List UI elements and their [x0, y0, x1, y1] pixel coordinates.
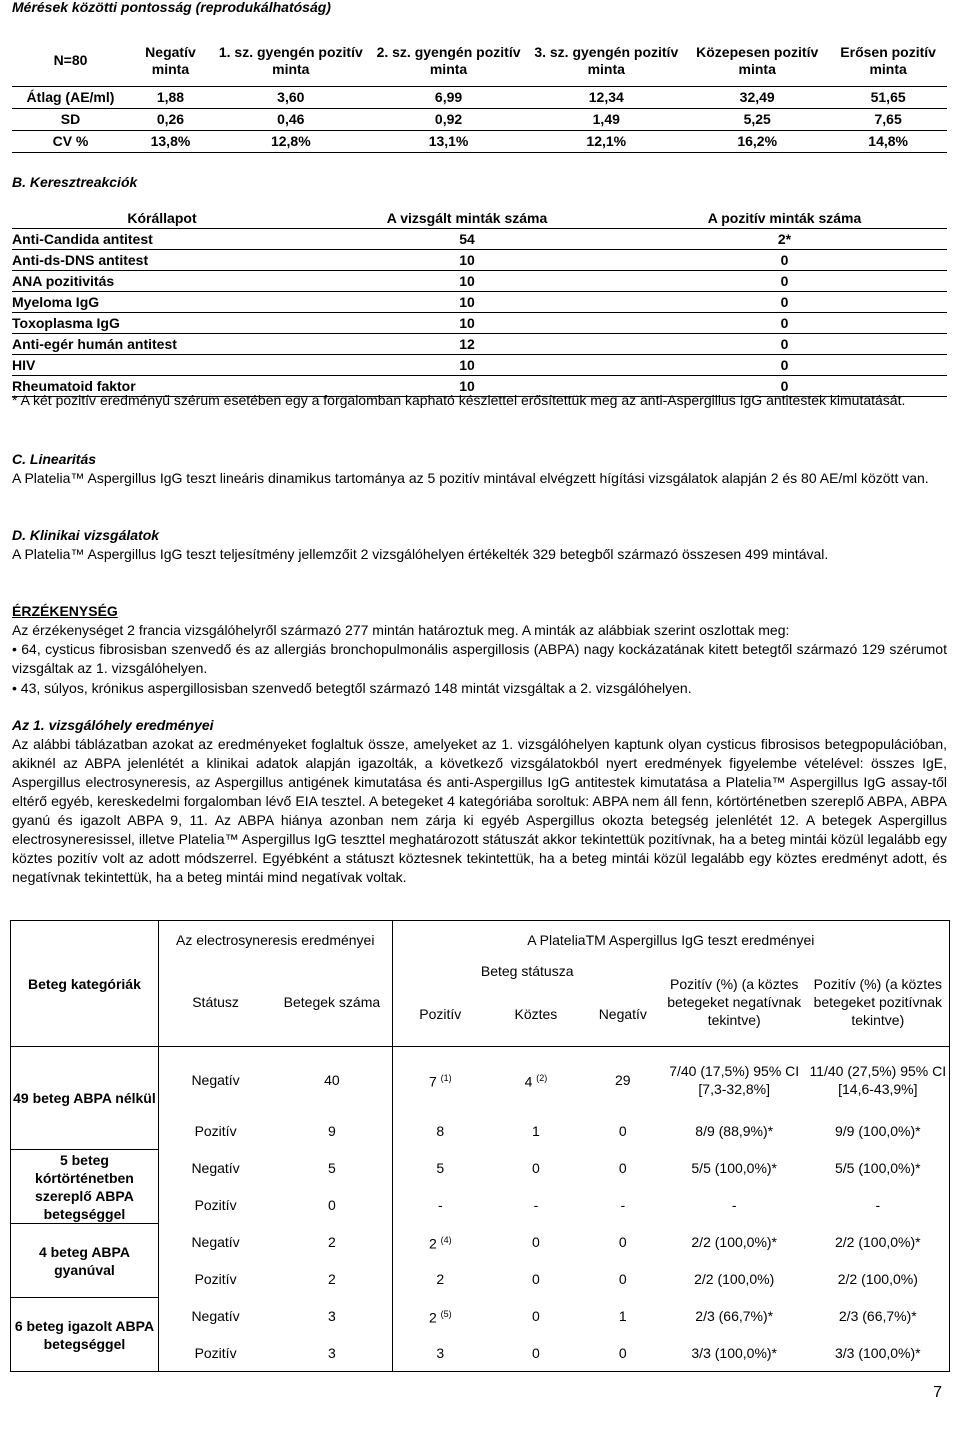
patient-count-value: 2	[328, 1234, 336, 1250]
cross-positive: 2*	[777, 230, 792, 247]
platelia-intermediate	[488, 1224, 584, 1261]
cross-condition: Anti-egér humán antitest	[12, 335, 177, 352]
cross-tested: 10	[459, 251, 475, 268]
cross-header: A vizsgált minták száma	[386, 209, 548, 226]
platelia-negative	[584, 1187, 662, 1224]
page-number: 7	[933, 1384, 942, 1401]
precision-cell: 0,92	[434, 110, 463, 127]
platelia-intermediate-value: 0	[532, 1160, 540, 1176]
cross-tested: 54	[459, 230, 475, 247]
cross-row	[12, 355, 947, 376]
pct-intermediate-negative-value: -	[731, 1197, 737, 1213]
platelia-negative-value: 0	[618, 1271, 627, 1287]
precision-cell: 6,99	[434, 88, 463, 105]
cross-condition: Myeloma IgG	[12, 293, 100, 310]
patient-count	[272, 1224, 392, 1261]
cross-condition: Anti-ds-DNS antitest	[12, 251, 149, 268]
platelia-positive-value: 5	[436, 1160, 445, 1176]
electro-status	[158, 1113, 272, 1150]
patient-count-value: 3	[328, 1308, 336, 1324]
platelia-positive-value: 3	[436, 1344, 445, 1361]
pct-intermediate-negative	[662, 1298, 807, 1335]
platelia-intermediate-value: 0	[532, 1344, 540, 1361]
pct-intermediate-positive	[807, 1113, 950, 1150]
platelia-intermediate	[488, 1150, 584, 1187]
platelia-intermediate	[488, 1113, 584, 1150]
patient-count	[272, 1187, 392, 1224]
platelia-negative	[584, 1298, 662, 1335]
platelia-intermediate-value: 0	[532, 1308, 540, 1324]
results-row	[11, 1224, 950, 1261]
footnote-ref: (2)	[536, 1072, 548, 1083]
section-c-title: C. Linearitás	[12, 451, 97, 467]
platelia-negative-value: 0	[618, 1234, 627, 1250]
precision-cell: 7,65	[874, 110, 902, 127]
electro-status-value: Negatív	[191, 1308, 240, 1324]
header-count: Betegek száma	[272, 959, 392, 1047]
pct-intermediate-positive	[807, 1261, 950, 1298]
platelia-positive-value: 2	[428, 1309, 437, 1326]
platelia-negative	[584, 1224, 662, 1261]
footnote-ref: (1)	[440, 1072, 452, 1083]
precision-cell: 16,2%	[737, 132, 778, 149]
pct-intermediate-positive-value: 11/40 (27,5%) 95% CI [14,6-43,9%]	[809, 1062, 947, 1097]
sensitivity-title: ÉRZÉKENYSÉG	[12, 603, 118, 619]
precision-cell: 14,8%	[868, 132, 908, 149]
pct-intermediate-positive	[807, 1335, 950, 1372]
cross-condition: Anti-Candida antitest	[12, 230, 153, 247]
sensitivity-bullet-1: • 64, cysticus fibrosisban szenvedő és az allergiás bronchopulmonális aspergillosis (ABPA) nagy kockázatának kitett betegtől származó 129 szérumot vizsgáltak az 1. vizsgálóhelyen.	[12, 641, 947, 676]
section-d-text: A Platelia™ Aspergillus IgG teszt teljesítmény jellemzőit 2 vizsgálóhelyen értékelték 329 betegből származó összesen 499 mintával.	[12, 546, 829, 562]
precision-cell: 5,25	[743, 110, 771, 127]
patient-category: 5 beteg kórtörténetben szereplő ABPA betegséggel	[11, 1150, 159, 1224]
pct-intermediate-negative-value: 2/2 (100,0%)*	[691, 1234, 777, 1250]
cross-tested: 10	[459, 293, 475, 310]
section-b-title: B. Keresztreakciók	[12, 174, 138, 190]
cross-condition: Rheumatoid faktor	[12, 377, 136, 394]
cross-row	[12, 313, 947, 334]
section-d-title: D. Klinikai vizsgálatok	[12, 527, 160, 543]
pct-intermediate-positive	[807, 1150, 950, 1187]
precision-row-label: Átlag (AE/ml)	[26, 88, 115, 105]
precision-cell: 51,65	[870, 88, 906, 105]
electro-status-value: Pozitív	[194, 1344, 237, 1361]
header-electro: Az electrosyneresis eredményei	[158, 921, 392, 959]
patient-category: 49 beteg ABPA nélkül	[11, 1047, 159, 1150]
cross-reaction-table	[12, 208, 947, 397]
header-pct-with: Pozitív (%) (a köztes betegeket negatívnak tekintve)	[662, 959, 807, 1047]
platelia-positive-value: 7	[428, 1073, 437, 1090]
electro-status-value: Pozitív	[194, 1271, 237, 1287]
platelia-negative	[584, 1335, 662, 1372]
pct-intermediate-negative-value: 5/5 (100,0%)*	[691, 1160, 777, 1176]
platelia-negative	[584, 1113, 662, 1150]
patient-count	[272, 1047, 392, 1113]
platelia-positive	[392, 1298, 488, 1335]
patient-count-value: 0	[328, 1197, 336, 1213]
cross-tested: 10	[459, 272, 475, 289]
electro-status-value: Negatív	[191, 1234, 240, 1250]
precision-row	[12, 86, 947, 108]
precision-header: 1. sz. gyengén pozitív minta	[218, 43, 363, 77]
precision-cell: 13,8%	[150, 132, 191, 149]
precision-row	[12, 130, 947, 152]
footnote-ref: (4)	[440, 1235, 452, 1246]
precision-cell: 1,49	[592, 110, 620, 127]
platelia-negative-value: 0	[618, 1160, 627, 1176]
cross-positive: 0	[780, 356, 789, 373]
platelia-intermediate-value: 0	[532, 1234, 540, 1250]
cross-positive: 0	[780, 377, 789, 394]
cross-row	[12, 334, 947, 355]
header-positive: Pozitív	[392, 983, 488, 1047]
pct-intermediate-positive-value: 2/2 (100,0%)	[837, 1271, 918, 1287]
pct-intermediate-negative-value: 8/9 (88,9%)*	[695, 1123, 774, 1139]
section-c-text: A Platelia™ Aspergillus IgG teszt lineáris dinamikus tartománya az 5 pozitív mintával elvégzett hígítási vizsgálatok alapján 2 és 80 AE/ml között van.	[12, 470, 929, 486]
pct-intermediate-positive	[807, 1187, 950, 1224]
precision-cell: 3,60	[277, 88, 305, 105]
precision-cell: 0,26	[156, 110, 185, 127]
header-pct-without: Pozitív (%) (a köztes betegeket pozitívnak tekintve)	[807, 959, 950, 1047]
header-platelia: A PlateliaTM Aspergillus IgG teszt eredményei	[392, 921, 949, 959]
precision-row-label: CV %	[52, 132, 89, 149]
patient-count-value: 5	[328, 1160, 336, 1176]
patient-count-value: 9	[328, 1123, 336, 1139]
patient-category: 6 beteg igazolt ABPA betegséggel	[11, 1298, 159, 1372]
precision-header: N=80	[53, 52, 88, 69]
pct-intermediate-positive-value: 9/9 (100,0%)*	[835, 1123, 921, 1139]
electro-status-value: Pozitív	[194, 1197, 237, 1213]
pct-intermediate-negative	[662, 1224, 807, 1261]
electro-status	[158, 1298, 272, 1335]
platelia-positive	[392, 1261, 488, 1298]
cross-row	[12, 292, 947, 313]
platelia-positive	[392, 1187, 488, 1224]
electro-status-value: Negatív	[191, 1071, 240, 1088]
header-intermediate: Köztes	[488, 983, 584, 1047]
platelia-positive	[392, 1113, 488, 1150]
cross-positive: 0	[780, 293, 789, 310]
patient-category: 4 beteg ABPA gyanúval	[11, 1224, 159, 1298]
precision-cell: 1,88	[156, 88, 185, 105]
cross-condition: Toxoplasma IgG	[12, 314, 120, 331]
cross-positive: 0	[780, 251, 789, 268]
electro-status	[158, 1224, 272, 1261]
pct-intermediate-positive-value: 3/3 (100,0%)*	[835, 1344, 921, 1361]
patient-count	[272, 1298, 392, 1335]
cross-row	[12, 271, 947, 292]
pct-intermediate-negative	[662, 1113, 807, 1150]
platelia-intermediate	[488, 1047, 584, 1113]
pct-intermediate-positive-value: 5/5 (100,0%)*	[835, 1160, 921, 1176]
precision-cell: 32,49	[739, 88, 775, 105]
platelia-positive	[392, 1047, 488, 1113]
platelia-positive-value: 2	[436, 1271, 445, 1287]
platelia-intermediate	[488, 1335, 584, 1372]
cross-row	[12, 250, 947, 271]
site1-text: Az alábbi táblázatban azokat az eredményeket foglaltuk össze, amelyeket az 1. vizsgálóhelyen kaptunk olyan cysticus fibrosisos betegpopulációban, akiknél az ABPA jelenlétét a klinikai adatok alapján igazolták, a következő vizsgálatokból nyert eredmények figyelembe vételével: összes IgE, Aspergillus electrosyneresis, az Aspergillus antigének kimutatása és anti-Aspergillus IgG antitestek kimutatása a Platelia™ Aspergillus IgG assay-től eltérő egyéb, kereskedelmi forgalomban lévő EIA tesztel. A betegeket 4 kategóriába soroltuk: ABPA nem áll fenn, kórtörténetben szereplő ABPA, ABPA gyanú és igazolt ABPA 9, 11. Az ABPA hiánya azonban nem zárja ki egyéb Aspergillus okozta betegség jelenlétét 12. A betegek Aspergillus electrosyneresissel, illetve Platelia™ Aspergillus IgG teszttel meghatározott státuszát akkor tekintettük pozitívnak, ha a beteg mintái közül legalább egy köztes pozitív volt az adott módszerrel. Egyébként a státuszt köztesnek tekintettük, ha a beteg mintái közül legalább egy köztes eredményt adott, és negatívnak tekintettük, ha a beteg mintái mind negatívak voltak.	[12, 736, 947, 885]
pct-intermediate-negative	[662, 1187, 807, 1224]
precision-row	[12, 108, 947, 130]
sensitivity-intro: Az érzékenységet 2 francia vizsgálóhelyről származó 277 mintán határoztuk meg. A minták az alábbiak szerint oszlottak meg:	[12, 622, 790, 638]
patient-count	[272, 1261, 392, 1298]
precision-header: 3. sz. gyengén pozitív minta	[534, 43, 679, 77]
cross-positive: 0	[780, 314, 789, 331]
pct-intermediate-positive	[807, 1298, 950, 1335]
cross-row	[12, 229, 947, 250]
cross-positive: 0	[780, 335, 789, 352]
precision-header: Közepesen pozitív minta	[696, 43, 819, 77]
electro-status	[158, 1335, 272, 1372]
platelia-negative-value: 1	[618, 1308, 627, 1324]
pct-intermediate-positive-value: -	[875, 1197, 881, 1213]
platelia-positive	[392, 1224, 488, 1261]
electro-status	[158, 1187, 272, 1224]
platelia-intermediate-value: 4	[524, 1073, 533, 1090]
site1-title: Az 1. vizsgálóhely eredményei	[12, 717, 214, 733]
patient-count	[272, 1335, 392, 1372]
pct-intermediate-negative-value: 3/3 (100,0%)*	[691, 1344, 777, 1361]
cross-condition: HIV	[12, 356, 36, 373]
precision-cell: 13,1%	[428, 132, 469, 149]
platelia-positive	[392, 1335, 488, 1372]
pct-intermediate-positive	[807, 1047, 950, 1113]
precision-cell: 12,34	[588, 88, 624, 105]
platelia-intermediate-value: 1	[532, 1123, 540, 1139]
precision-row-label: SD	[60, 110, 81, 127]
results-row	[11, 1298, 950, 1335]
precision-table	[12, 36, 947, 153]
patient-count-value: 3	[328, 1344, 336, 1361]
pct-intermediate-positive-value: 2/2 (100,0%)*	[835, 1234, 921, 1250]
pct-intermediate-negative-value: 2/2 (100,0%)	[694, 1271, 775, 1287]
pct-intermediate-negative	[662, 1261, 807, 1298]
electro-status	[158, 1150, 272, 1187]
pct-intermediate-positive-value: 2/3 (66,7%)*	[838, 1308, 917, 1324]
cross-tested: 10	[459, 356, 475, 373]
pct-intermediate-negative	[662, 1335, 807, 1372]
cross-tested: 10	[459, 377, 475, 394]
platelia-negative-value: 0	[618, 1344, 627, 1361]
patient-count	[272, 1113, 392, 1150]
precision-cell: 12,8%	[270, 132, 311, 149]
pct-intermediate-negative-value: 7/40 (17,5%) 95% CI [7,3-32,8%]	[669, 1062, 800, 1097]
platelia-intermediate	[488, 1187, 584, 1224]
platelia-negative-value: 0	[618, 1123, 627, 1139]
platelia-positive-value: 2	[428, 1235, 437, 1252]
header-category: Beteg kategóriák	[11, 921, 159, 1047]
platelia-intermediate-value: 0	[532, 1271, 540, 1287]
results-row	[11, 1047, 950, 1113]
cross-tested: 10	[459, 314, 475, 331]
patient-count-value: 40	[324, 1071, 340, 1088]
section-a-title: Mérések közötti pontosság (reprodukálhatóság)	[12, 0, 331, 15]
platelia-intermediate	[488, 1298, 584, 1335]
pct-intermediate-positive	[807, 1224, 950, 1261]
platelia-negative	[584, 1150, 662, 1187]
platelia-positive-value: 8	[436, 1123, 445, 1139]
results-table	[10, 920, 950, 1372]
precision-header: Erősen pozitív minta	[840, 43, 936, 77]
pct-intermediate-negative-value: 2/3 (66,7%)*	[695, 1308, 774, 1324]
patient-count-value: 2	[328, 1271, 336, 1287]
electro-status-value: Negatív	[191, 1160, 240, 1176]
header-patient-status: Beteg státusza	[392, 959, 662, 983]
platelia-negative	[584, 1047, 662, 1113]
results-row	[11, 1150, 950, 1187]
precision-cell: 0,46	[277, 110, 305, 127]
cross-header: A pozitív minták száma	[707, 209, 862, 226]
precision-header: 2. sz. gyengén pozitív minta	[376, 43, 521, 77]
cross-footnote: * A két pozitív eredményű szérum esetében egy a forgalomban kapható készlettel erősítettük meg az anti-Aspergillus IgG antitestek kimutatását.	[12, 392, 906, 408]
electro-status	[158, 1261, 272, 1298]
precision-header: Negatív minta	[145, 43, 196, 77]
precision-cell: 12,1%	[586, 132, 627, 149]
electro-status-value: Pozitív	[194, 1123, 237, 1139]
platelia-positive-value: -	[437, 1197, 443, 1213]
cross-header: Kórállapot	[127, 209, 197, 226]
electro-status	[158, 1047, 272, 1113]
footnote-ref: (5)	[440, 1309, 452, 1320]
platelia-intermediate-value: -	[533, 1197, 539, 1213]
platelia-positive	[392, 1150, 488, 1187]
cross-positive: 0	[780, 272, 789, 289]
pct-intermediate-negative	[662, 1047, 807, 1113]
sensitivity-bullet-2: • 43, súlyos, krónikus aspergillosisban szenvedő betegtől származó 148 mintát vizsgáltak a 2. vizsgálóhelyen.	[12, 680, 692, 696]
header-negative: Negatív	[584, 983, 662, 1047]
header-status: Státusz	[158, 959, 272, 1047]
platelia-intermediate	[488, 1261, 584, 1298]
pct-intermediate-negative	[662, 1150, 807, 1187]
cross-condition: ANA pozitivitás	[12, 272, 115, 289]
platelia-negative	[584, 1261, 662, 1298]
platelia-negative-value: -	[620, 1197, 626, 1213]
platelia-negative-value: 29	[615, 1071, 631, 1088]
patient-count	[272, 1150, 392, 1187]
cross-tested: 12	[459, 335, 475, 352]
